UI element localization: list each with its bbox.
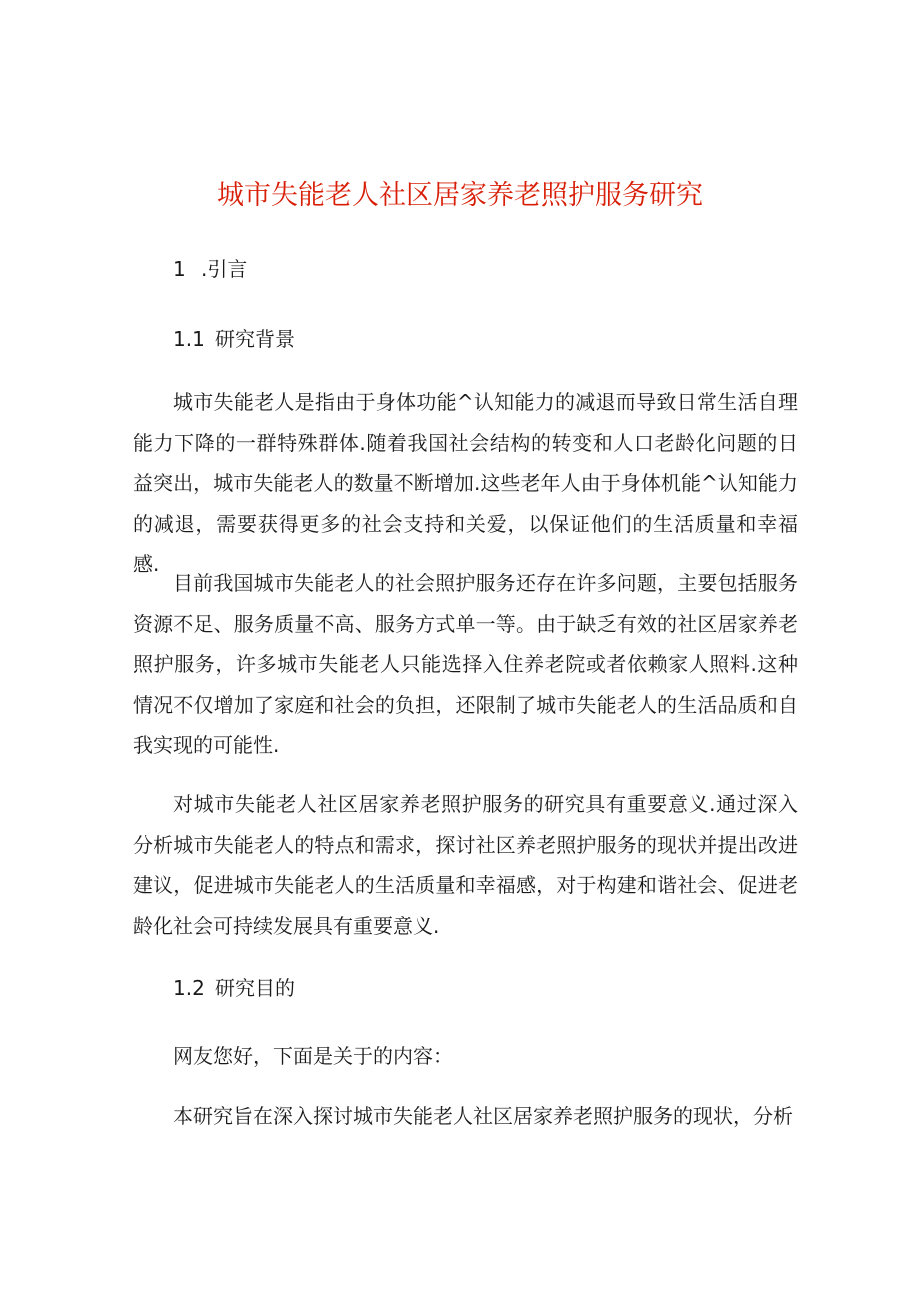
section-label: 研究背景 <box>215 327 295 351</box>
paragraph-significance: 对城市失能老人社区居家养老照护服务的研究具有重要意义.通过深入分析城市失能老人的特点和需求，探讨社区养老照护服务的现状并提出改进建议，促进城市失能老人的生活质量和幸福感，对于构建和谐社会、促进老龄化社会可持续发展具有重要意义. <box>133 792 798 938</box>
section-heading-intro <box>173 254 247 284</box>
paragraph-greeting: 网友您好，下面是关于的内容： <box>173 1044 453 1068</box>
paragraph-problems: 目前我国城市失能老人的社会照护服务还存在许多问题，主要包括服务资源不足、服务质量不高、服务方式单一等。由于缺乏有效的社区居家养老照护服务，许多城市失能老人只能选择入住养老院或者依赖家人照料.这种情况不仅增加了家庭和社会的负担，还限制了城市失能老人的生活品质和自我实现的可能性. <box>133 571 798 757</box>
paragraph-definition: 城市失能老人是指由于身体功能^认知能力的减退而导致日常生活自理能力下降的一群特殊群体.随着我国社会结构的转变和人口老龄化问题的日益突出，城市失能老人的数量不断增加.这些老年人由于身体机能^认知能力的减退，需要获得更多的社会支持和关爱，以保证他们的生活质量和幸福感. <box>133 390 798 576</box>
document-title: 城市失能老人社区居家养老照护服务研究 <box>217 180 703 211</box>
section-label: 研究目的 <box>215 976 295 1000</box>
section-heading-background <box>173 324 295 354</box>
section-number: 1 <box>173 257 186 281</box>
section-number: 1.2 <box>173 976 205 1000</box>
paragraph-purpose: 本研究旨在深入探讨城市失能老人社区居家养老照护服务的现状，分析 <box>173 1104 793 1128</box>
section-label: .引言 <box>201 257 248 281</box>
section-heading-purpose <box>173 973 295 1003</box>
section-number: 1.1 <box>173 327 205 351</box>
